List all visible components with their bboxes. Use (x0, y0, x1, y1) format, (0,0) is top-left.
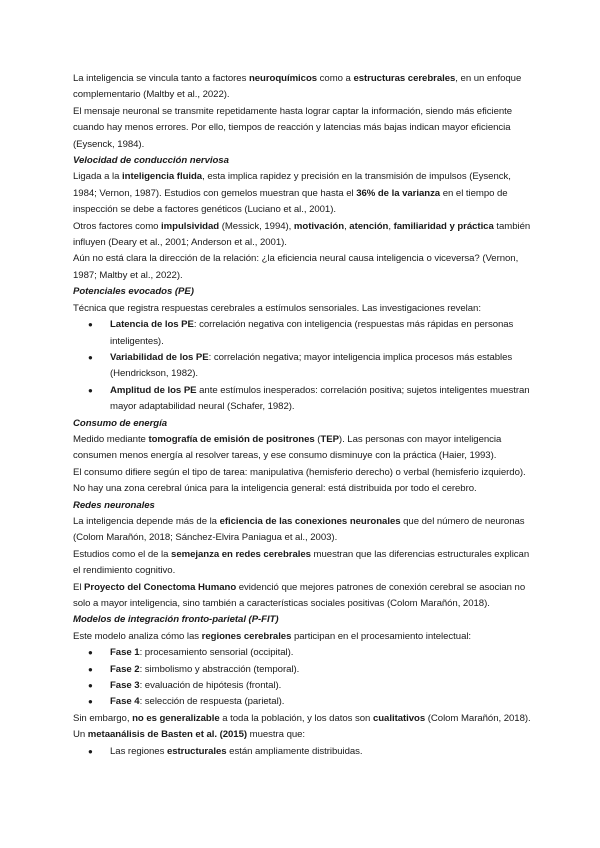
list-item: ● Fase 1: procesamiento sensorial (occipital). (73, 645, 533, 661)
heading-redes: Redes neuronales (73, 499, 155, 511)
list-item: ● Amplitud de los PE ante estímulos inesperados: correlación positiva; sujetos inteligentes muestran mayor adaptabilidad neural (Schafer, 1982). (73, 383, 533, 416)
list-item: ● Las regiones estructurales están ampliamente distribuidas. (73, 744, 533, 760)
paragraph-connections: La inteligencia depende más de la eficiencia de las conexiones neuronales que del número de neuronas (Colom Marañón, 2018; Sánchez-Elvira Paniagua et al., 2003). (73, 515, 525, 544)
heading-pfit: Modelos de integración fronto-parietal (P-FIT) (73, 614, 279, 626)
list-meta (73, 744, 533, 760)
paragraph-neural-message: El mensaje neuronal se transmite repetidamente hasta lograr captar la información, siendo más eficiente cuando hay menos errores. Por ello, tiempos de reacción y latencias más bajas indican mayor eficiencia (Eysenck, 1984). (73, 105, 513, 150)
paragraph-other-factors: Otros factores como impulsividad (Messick, 1994), motivación, atención, familiaridad y práctica también influyen (Deary et al., 2001; Anderson et al., 2001). (73, 220, 531, 249)
paragraph-similarity: Estudios como el de la semejanza en redes cerebrales muestran que las diferencias estructurales explican el rendimiento cognitivo. (73, 548, 530, 577)
list-item: ● Fase 4: selección de respuesta (parietal). (73, 694, 533, 710)
list-pe (73, 317, 533, 415)
paragraph-task-type: El consumo difiere según el tipo de tarea: manipulativa (hemisferio derecho) o verbal (hemisferio izquierdo). (73, 466, 526, 478)
paragraph-fluid-intelligence: Ligada a la inteligencia fluida, esta implica rapidez y precisión en la transmisión de impulsos (Eysenck, 1984; Vernon, 1987). Estudios con gemelos muestran que hasta el 36% de la varianza en el tiempo de inspección se debe a factores genéticos (Luciano et al., 2001). (73, 171, 511, 216)
paragraph-connectome: El Proyecto del Conectoma Humano evidenció que mejores patrones de conexión cerebral se asocian no solo a mayor inteligencia, sino también a características sociales positivas (Colom Marañón, 2018). (73, 581, 526, 609)
heading-velocidad: Velocidad de conducción nerviosa (73, 155, 229, 167)
list-item: ● Variabilidad de los PE: correlación negativa; mayor inteligencia implica procesos más estables (Hendrickson, 1982). (73, 350, 533, 383)
paragraph-model: Este modelo analiza cómo las regiones cerebrales participan en el procesamiento intelectual: (73, 630, 472, 642)
heading-potenciales: Potenciales evocados (PE) (73, 286, 194, 298)
list-phases (73, 645, 533, 711)
paragraph-no-zone: No hay una zona cerebral única para la inteligencia general: está distribuida por todo el cerebro. (73, 483, 477, 495)
paragraph-intro: La inteligencia se vincula tanto a factores neuroquímicos como a estructuras cerebrales, en un enfoque complementario (Maltby et al., 2022). (73, 73, 522, 101)
paragraph-direction: Aún no está clara la dirección de la relación: ¿la eficiencia neural causa inteligencia o viceversa? (Vernon, 1987; Maltby et al., 2022). (73, 253, 519, 281)
paragraph-metaanalysis: Un metaanálisis de Basten et al. (2015) muestra que: (73, 729, 306, 741)
list-item: ● Latencia de los PE: correlación negativa con inteligencia (respuestas más rápidas en personas inteligentes). (73, 317, 533, 350)
paragraph-not-generalizable: Sin embargo, no es generalizable a toda la población, y los datos son cualitativos (Colom Marañón, 2018). (73, 712, 531, 724)
list-item: ● Fase 3: evaluación de hipótesis (frontal). (73, 678, 533, 694)
document-page (73, 71, 533, 760)
heading-consumo: Consumo de energía (73, 417, 167, 429)
paragraph-technique: Técnica que registra respuestas cerebrales a estímulos sensoriales. Las investigaciones revelan: (73, 302, 481, 314)
list-item: ● Fase 2: simbolismo y abstracción (temporal). (73, 662, 533, 678)
paragraph-tep: Medido mediante tomografía de emisión de positrones (TEP). Las personas con mayor inteligencia consumen menos energía al resolver tareas, y ese consumo disminuye con la práctica (Haier, 1993). (73, 433, 502, 462)
